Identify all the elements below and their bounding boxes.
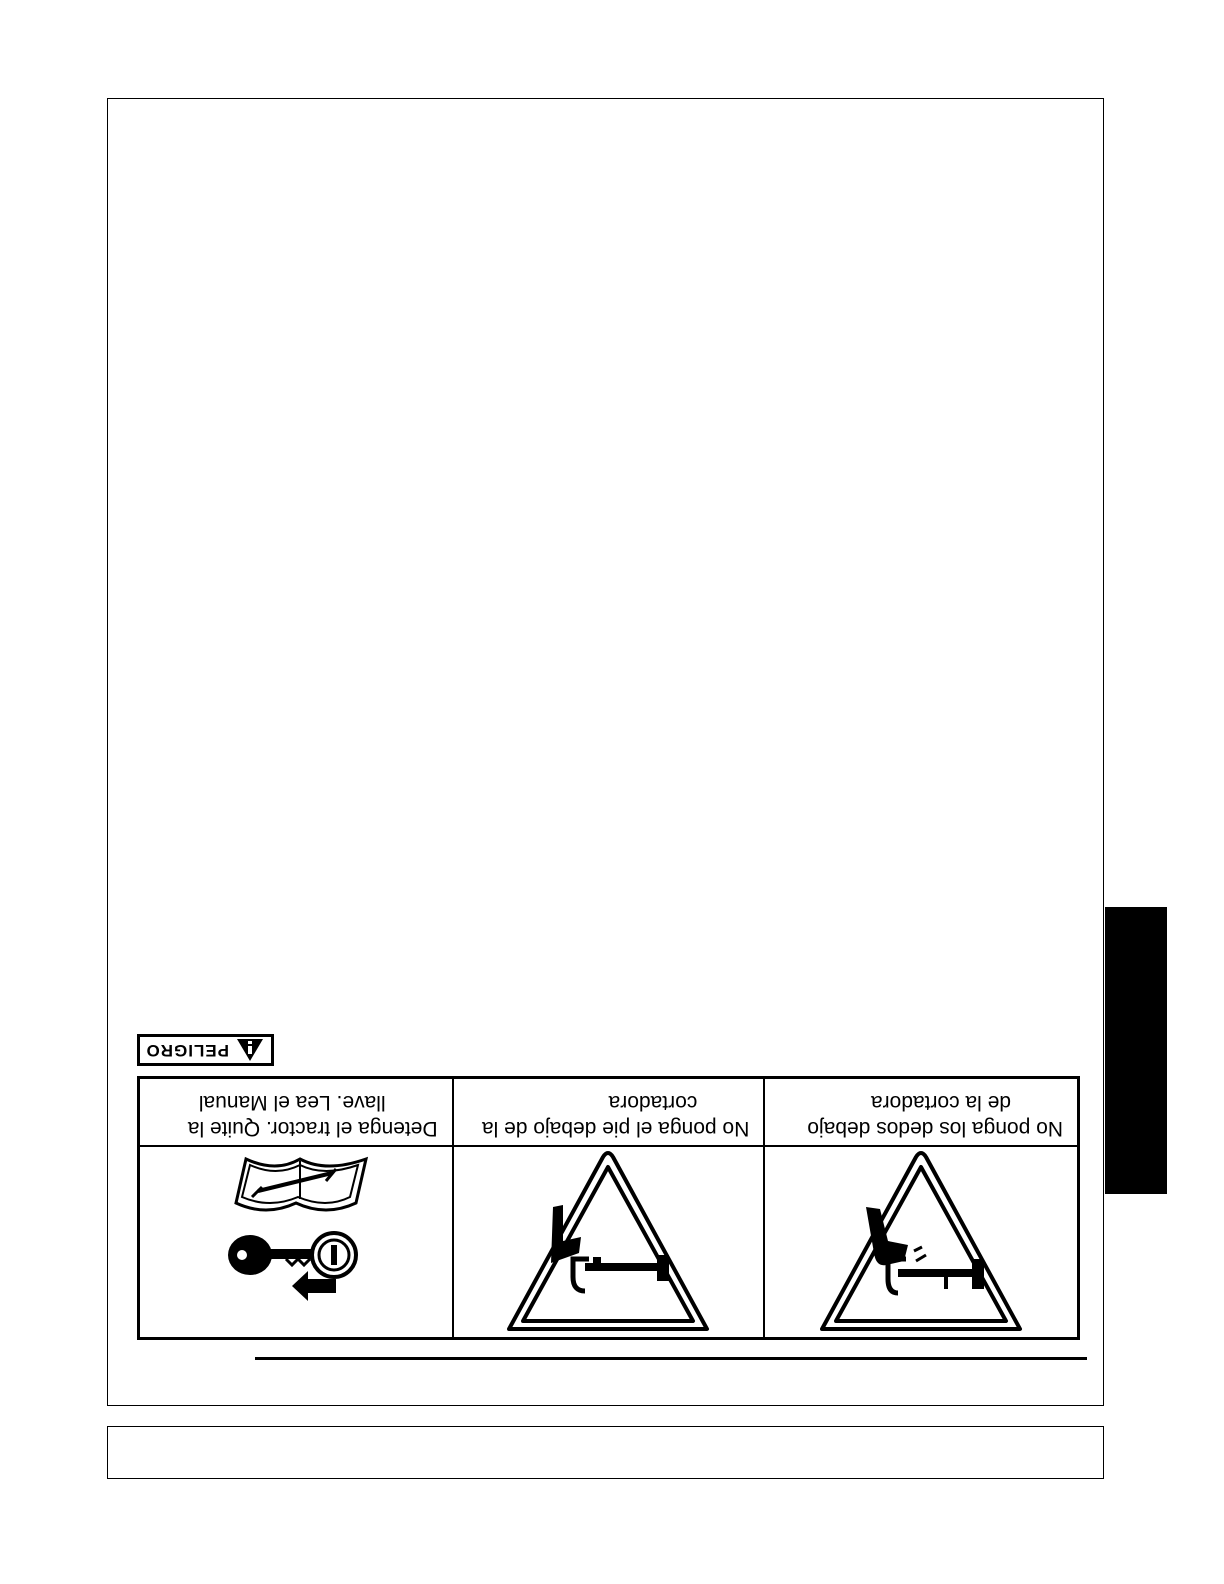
panel-foot-caption	[453, 1078, 765, 1147]
panel-hand-picture	[764, 1146, 1078, 1339]
panel-key-manual-picture	[139, 1146, 453, 1339]
caption-line: Detenga el tractor. Quite la	[187, 1117, 438, 1140]
hand-under-mower-icon	[816, 1151, 1026, 1337]
caption-line: No ponga el pie debajo de la	[481, 1117, 750, 1140]
caption-line: de la cortadora	[870, 1091, 1011, 1114]
caption-line: No ponga los dedos debajo	[807, 1117, 1063, 1140]
panel-key-caption	[139, 1078, 453, 1147]
caption-line: cortadora	[608, 1091, 698, 1114]
safety-decal	[137, 1010, 1080, 1340]
panel-foot-picture	[453, 1146, 765, 1339]
key-manual-icon	[196, 1151, 396, 1337]
caption-line: llave. Lea el Manual	[198, 1091, 386, 1114]
footer-box	[107, 1426, 1104, 1479]
horizontal-rule	[255, 1357, 1087, 1360]
section-tab	[1105, 907, 1167, 1194]
danger-signal-panel	[137, 1034, 274, 1066]
foot-under-mower-icon	[503, 1151, 713, 1337]
warning-triangle-icon	[233, 1037, 267, 1063]
panel-hand-caption	[764, 1078, 1078, 1147]
signal-word: PELIGRO	[145, 1041, 229, 1060]
decal-table	[137, 1076, 1080, 1340]
